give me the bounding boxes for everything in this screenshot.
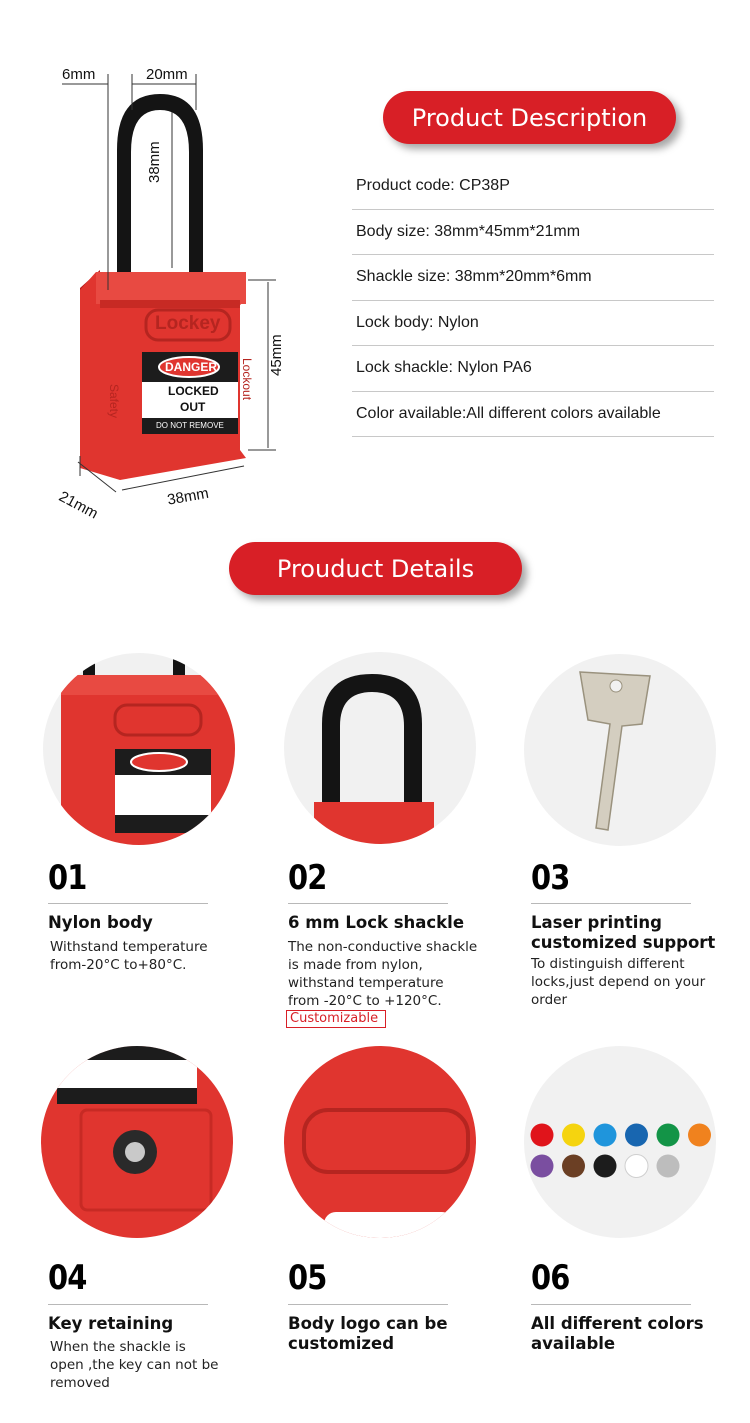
spec-product-code: Product code: CP38P [352,164,714,210]
product-details-heading: Prouduct Details [229,542,522,595]
lock-side-left-text: Safety [107,384,121,419]
dim-shackle-height: 38mm [146,141,163,183]
color-swatch [657,1155,680,1178]
color-swatch [531,1155,554,1178]
feature-title-05-line1: Body logo can be [288,1314,448,1333]
feature-title-03-line2: customized support [531,933,716,952]
dim-shackle-thickness: 6mm [62,66,96,83]
feature-image-colors [524,1046,716,1238]
feature-number-04: 04 [48,1258,87,1298]
lock-do-not-remove-text: DO NOT REMOVE [156,421,224,430]
spec-list [352,164,714,437]
lock-locked-text: LOCKED [168,384,219,398]
lock-out-text: OUT [180,400,206,414]
divider [531,1304,691,1305]
feature-desc-03-line3: order [531,992,567,1008]
divider [48,903,208,904]
divider [288,1304,448,1305]
spec-color: Color available:All different colors available [352,392,714,438]
feature-image-keyhole [41,1046,233,1238]
feature-desc-04-line1: When the shackle is [50,1339,186,1355]
feature-image-shackle [284,652,476,844]
feature-desc-02-line4: from -20°C to +120°C. [288,993,442,1009]
color-swatch [562,1124,585,1147]
feature-title-06-line1: All different colors [531,1314,704,1333]
feature-desc-04-line2: open ,the key can not be [50,1357,219,1373]
feature-desc-04-line3: removed [50,1375,110,1391]
dim-body-depth: 21mm [56,488,101,523]
product-description-heading: Product Description [383,91,676,144]
feature-title-01: Nylon body [48,913,153,932]
feature-number-05: 05 [288,1258,327,1298]
color-swatch [594,1124,617,1147]
color-swatch-chart [524,1046,716,1238]
product-diagram [0,0,340,530]
feature-desc-01-line2: from-20°C to+80°C. [50,957,187,973]
color-swatch [657,1124,680,1147]
dim-body-height: 45mm [268,334,285,376]
spec-lock-body: Lock body: Nylon [352,301,714,347]
lock-side-right-text: Lockout [240,358,254,401]
feature-image-key [524,654,716,846]
feature-desc-02-line2: is made from nylon, [288,957,423,973]
feature-desc-01-line1: Withstand temperature [50,939,208,955]
feature-number-03: 03 [531,858,570,898]
feature-title-04: Key retaining [48,1314,174,1333]
color-swatch [594,1155,617,1178]
feature-image-body-logo [284,1046,476,1238]
feature-title-03-line1: Laser printing [531,913,662,932]
spec-shackle-size: Shackle size: 38mm*20mm*6mm [352,255,714,301]
lock-brand-text: Lockey [155,313,221,334]
feature-number-02: 02 [288,858,327,898]
feature-desc-02-line3: withstand temperature [288,975,444,991]
lock-danger-text: DANGER [165,360,218,374]
divider [531,903,691,904]
color-swatch [625,1155,648,1178]
feature-title-06-line2: available [531,1334,616,1353]
color-swatch [688,1124,711,1147]
feature-number-06: 06 [531,1258,570,1298]
divider [48,1304,208,1305]
feature-title-02: 6 mm Lock shackle [288,913,465,932]
spec-lock-shackle: Lock shackle: Nylon PA6 [352,346,714,392]
spec-body-size: Body size: 38mm*45mm*21mm [352,210,714,256]
feature-image-nylon-body [43,653,235,845]
feature-number-01: 01 [48,858,87,898]
feature-desc-03-line2: locks,just depend on your [531,974,706,990]
color-swatch [625,1124,648,1147]
feature-desc-03-line1: To distinguish different [531,956,685,972]
color-swatch [531,1124,554,1147]
dim-body-width: 38mm [166,484,211,509]
color-swatch [562,1155,585,1178]
customizable-tag: Customizable [286,1010,386,1028]
feature-desc-02-line1: The non-conductive shackle [288,939,478,955]
divider [288,903,448,904]
dim-shackle-width: 20mm [146,66,188,83]
feature-title-05-line2: customized [288,1334,395,1353]
